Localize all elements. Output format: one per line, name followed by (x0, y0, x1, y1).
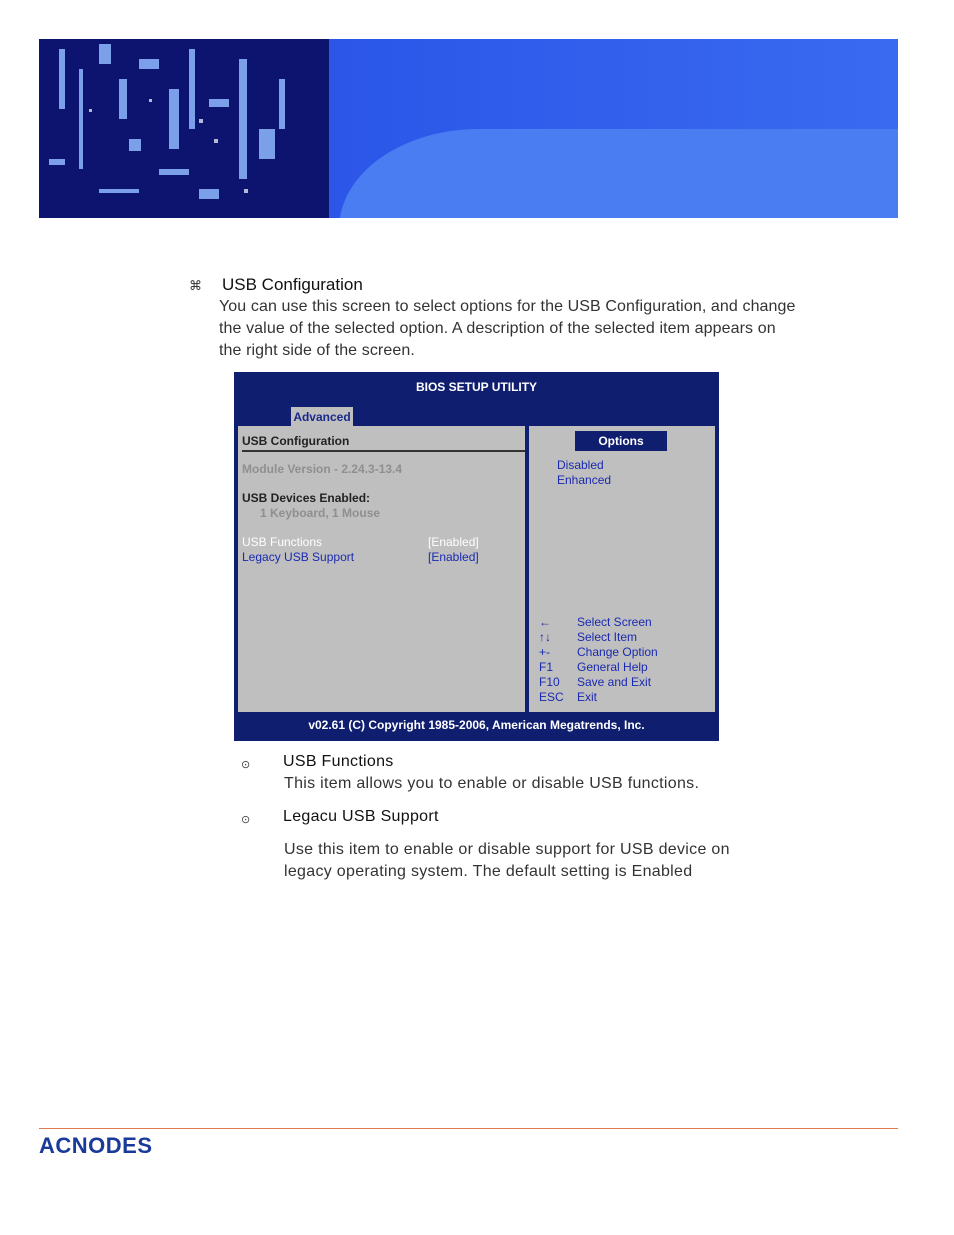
left-arrow-icon: ← (539, 615, 551, 629)
bios-key-desc: Select Screen (577, 615, 652, 629)
bios-key-row (539, 630, 637, 644)
bios-option-enhanced: Enhanced (557, 473, 612, 487)
bios-panel-title: USB Configuration (242, 434, 350, 448)
bios-devices-value: 1 Keyboard, 1 Mouse (260, 506, 381, 520)
bios-key-desc: Change Option (577, 645, 658, 659)
item-title-usb-functions: USB Functions (283, 753, 394, 770)
acnodes-logo: ACNODES (39, 1133, 153, 1158)
bios-key: ESC (539, 690, 564, 704)
bios-key: +- (539, 645, 551, 659)
bios-tab-advanced: Advanced (291, 407, 353, 427)
section-bullet-icon: ⌘ (189, 278, 202, 293)
bios-key-row (539, 645, 658, 659)
header-banner (39, 39, 898, 218)
up-down-arrow-icon: ↑↓ (539, 630, 551, 644)
bios-screenshot (234, 372, 719, 741)
bios-key-row (539, 660, 648, 674)
bios-title: BIOS SETUP UTILITY (415, 380, 538, 394)
bios-item-usb-functions-value: [Enabled] (428, 535, 479, 549)
bios-left-panel (238, 426, 525, 712)
bios-item-usb-functions-label: USB Functions (242, 535, 323, 549)
section-title: USB Configuration (222, 275, 363, 294)
item-title-legacy-usb: Legacu USB Support (283, 808, 439, 825)
bios-item-legacy-usb-label: Legacy USB Support (242, 550, 355, 564)
bios-key-desc: Exit (577, 690, 598, 704)
bios-module-version: Module Version - 2.24.3-13.4 (242, 462, 403, 476)
bios-options-title: Options (575, 431, 667, 451)
footer-divider (39, 1128, 898, 1129)
item-desc-usb-functions: This item allows you to enable or disable USB functions. (284, 775, 700, 792)
bios-key-row (539, 615, 652, 629)
bios-key: F1 (539, 660, 554, 674)
bios-key: F10 (539, 675, 560, 689)
bios-key-row (539, 675, 651, 689)
bios-key-desc: General Help (577, 660, 648, 674)
bios-key-desc: Save and Exit (577, 675, 652, 689)
item-desc-legacy-usb: Use this item to enable or disable support for USB device on legacy operating system. The default setting is Enabled (284, 841, 730, 880)
bios-footer: v02.61 (C) Copyright 1985-2006, American Megatrends, Inc. (308, 718, 645, 732)
section-description: You can use this screen to select options for the USB Configuration, and change the value of the selected option. A description of the selected item appears on the right side of the screen. (219, 298, 796, 359)
bios-right-panel (529, 426, 715, 712)
bios-divider (242, 450, 525, 452)
item-bullet-icon: ⊙ (241, 814, 251, 826)
bios-key-desc: Select Item (577, 630, 638, 644)
bios-devices-label: USB Devices Enabled: (242, 491, 371, 505)
circuit-board-image (39, 39, 329, 218)
banner-wave (339, 129, 898, 218)
bios-key-row (539, 690, 597, 704)
bios-option-disabled: Disabled (557, 458, 604, 472)
item-bullet-icon: ⊙ (241, 759, 251, 771)
bios-item-legacy-usb-value: [Enabled] (428, 550, 479, 564)
